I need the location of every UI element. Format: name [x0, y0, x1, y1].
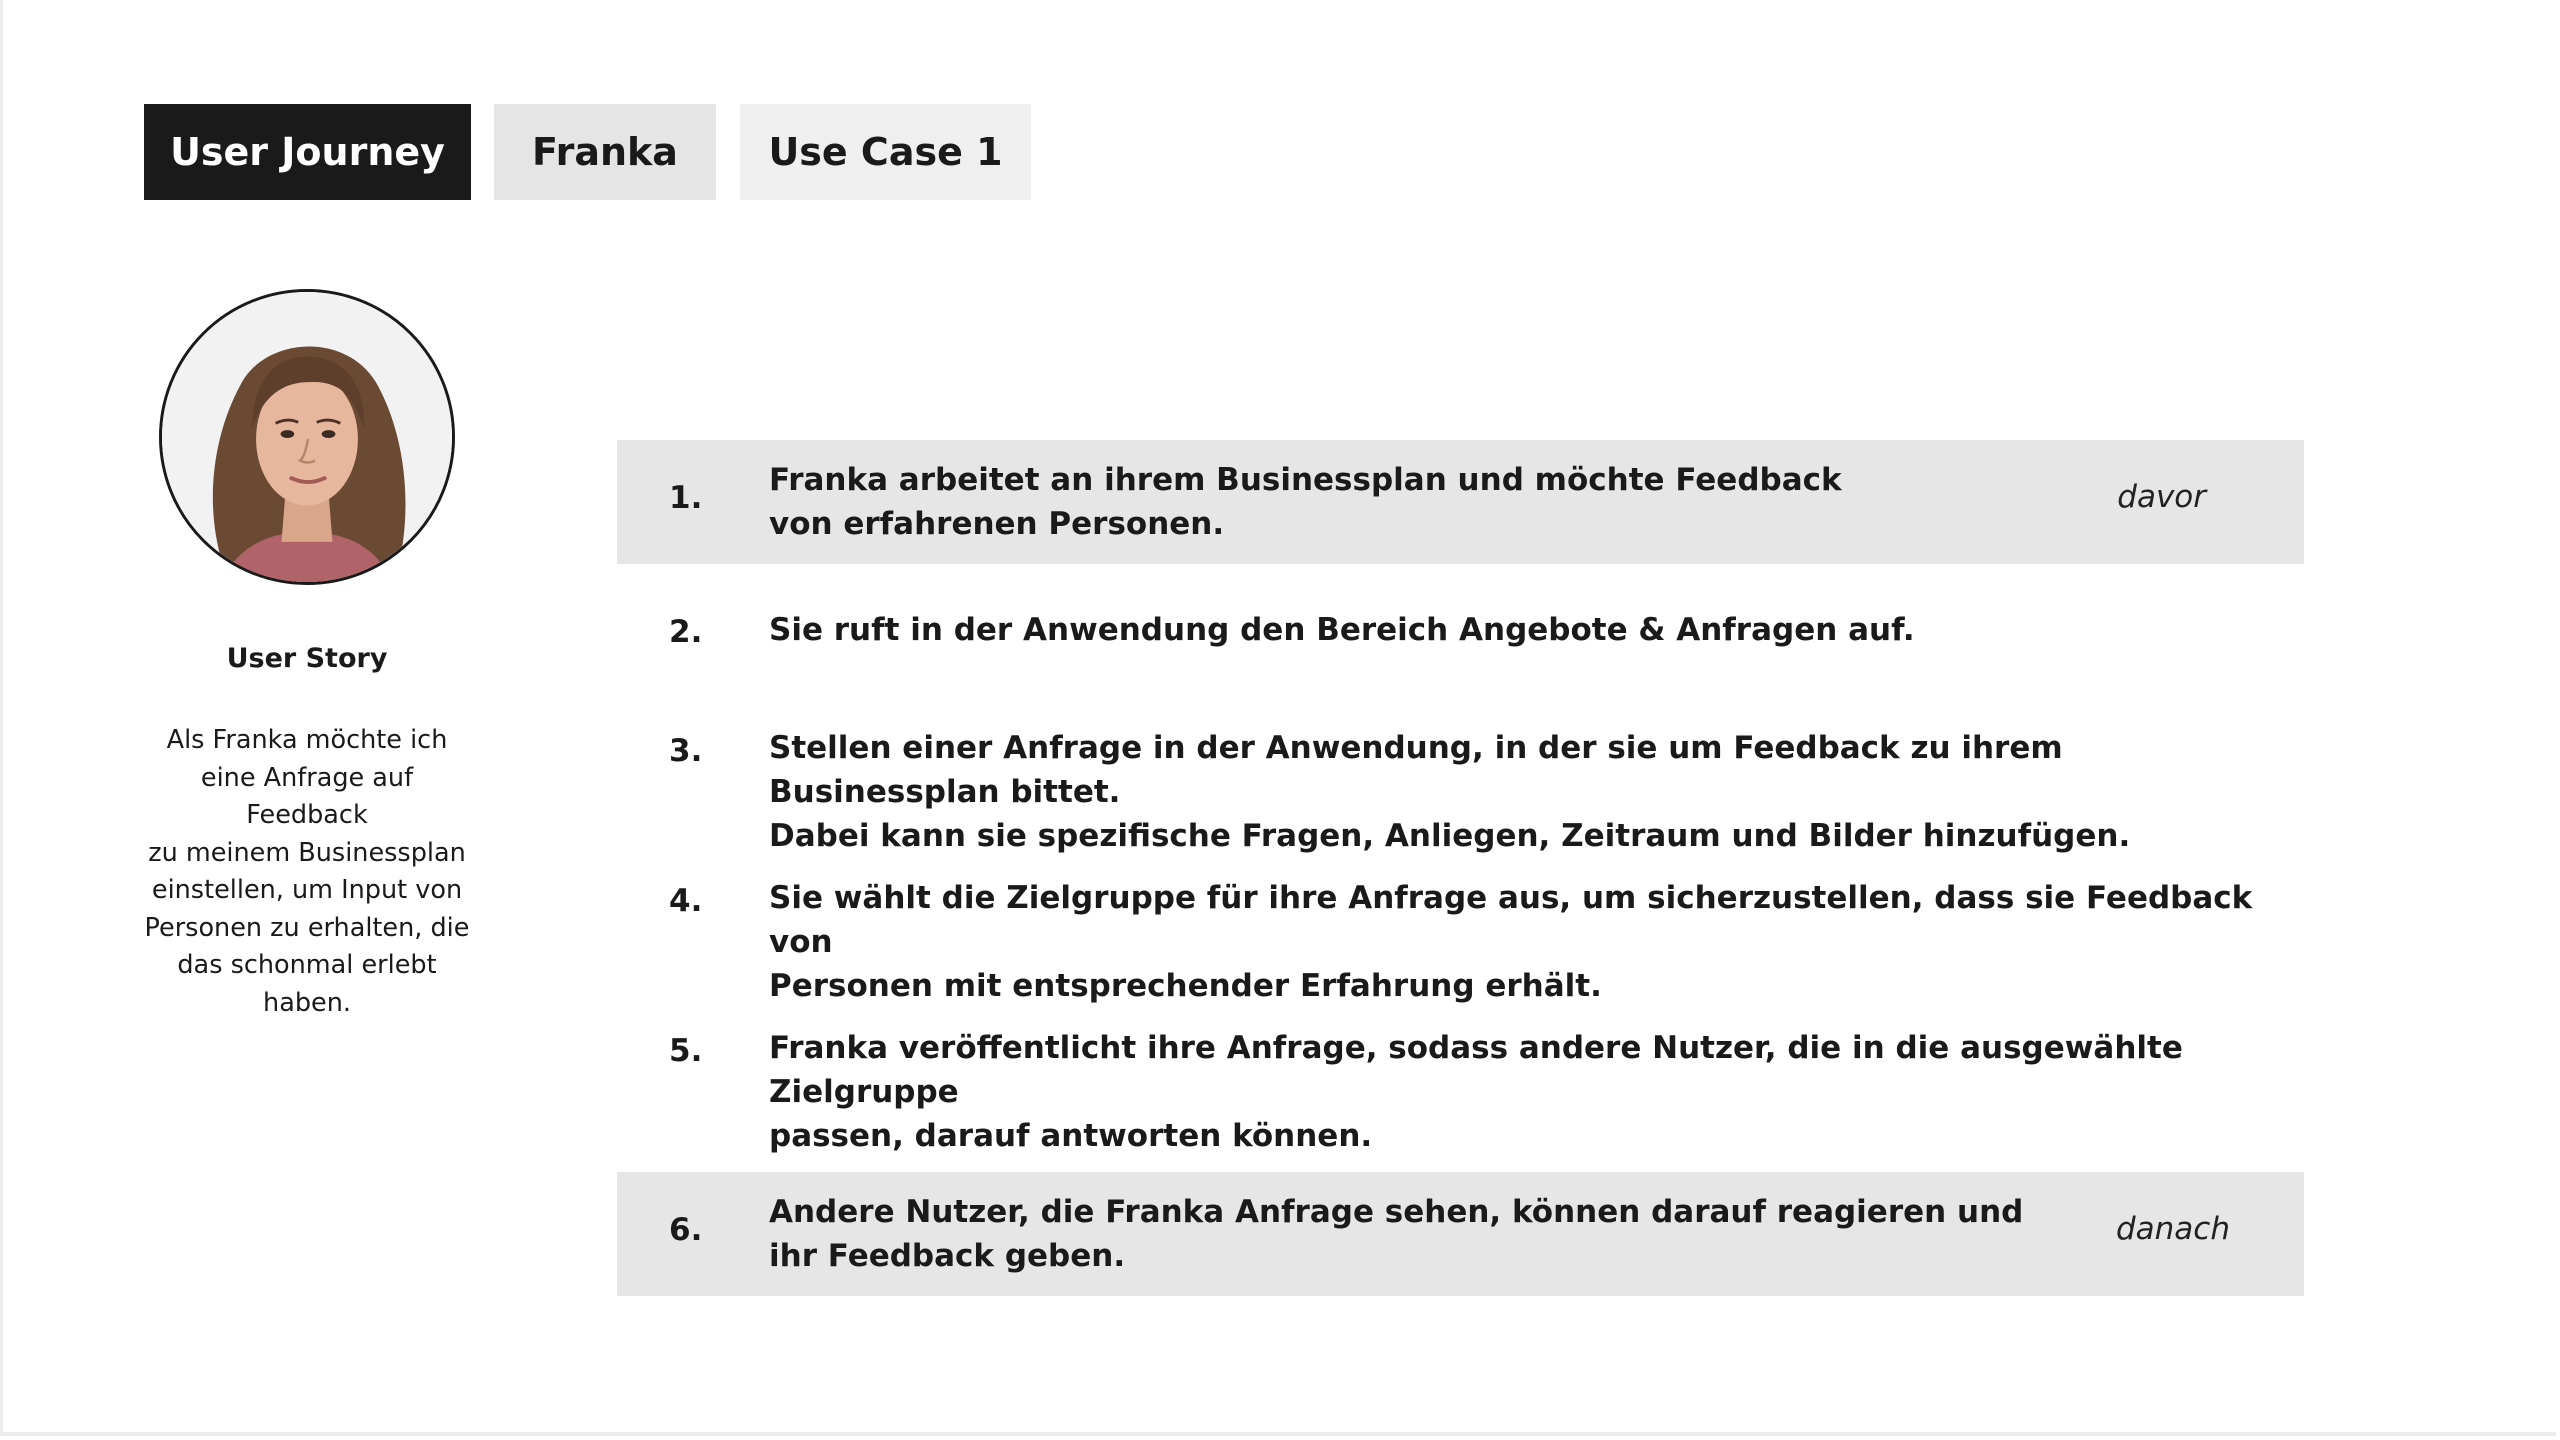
- step-number: 6.: [669, 1212, 703, 1248]
- tab-user-journey[interactable]: User Journey: [144, 104, 471, 200]
- step-phase-label: danach: [2115, 1211, 2230, 1247]
- step-number: 4.: [669, 883, 703, 919]
- step-line: Dabei kann sie spezifische Fragen, Anliegen, Zeitraum und Bilder hinzufügen.: [769, 818, 2131, 854]
- step-line: Sie wählt die Zielgruppe für ihre Anfrage aus, um sicherzustellen, dass sie Feedback von: [769, 880, 2253, 960]
- user-story-line: zu meinem Businessplan: [148, 837, 466, 868]
- persona-portrait-icon: [162, 292, 452, 582]
- step-description: [769, 1190, 2023, 1278]
- step-number: 2.: [669, 614, 703, 650]
- user-story-line: Als Franka möchte ich: [166, 725, 448, 755]
- user-story-line: das schonmal erlebt: [177, 950, 437, 980]
- user-story-line: Personen zu erhalten, die: [144, 912, 470, 943]
- user-story-line: eine Anfrage auf Feedback: [200, 762, 414, 830]
- step-number: 3.: [669, 733, 703, 769]
- journey-step-5: [617, 1026, 2304, 1154]
- step-line: Andere Nutzer, die Franka Anfrage sehen, können darauf reagieren und: [769, 1194, 2024, 1230]
- user-story-text: [137, 722, 477, 1022]
- tab-use-case-1[interactable]: Use Case 1: [740, 104, 1031, 200]
- avatar: [159, 289, 455, 585]
- step-line: Franka arbeitet an ihrem Businessplan und möchte Feedback: [769, 462, 1842, 498]
- step-description: [769, 876, 2304, 1008]
- step-line: von erfahrenen Personen.: [769, 506, 1225, 542]
- user-story-line: haben.: [263, 987, 351, 1018]
- journey-step-6: [617, 1172, 2304, 1296]
- step-phase-label: davor: [2117, 479, 2206, 515]
- step-description: [769, 458, 1842, 546]
- journey-step-3: [617, 726, 2304, 854]
- user-story-line: einstellen, um Input von: [151, 875, 463, 905]
- step-number: 1.: [669, 480, 703, 516]
- journey-step-1: [617, 440, 2304, 564]
- step-line: Stellen einer Anfrage in der Anwendung, in der sie um Feedback zu ihrem Businessplan bittet.: [769, 730, 2063, 810]
- user-story-title: User Story: [226, 643, 388, 674]
- step-description: [769, 608, 1915, 652]
- step-description: [769, 726, 2304, 858]
- step-line: Sie ruft in der Anwendung den Bereich Angebote & Anfragen auf.: [769, 612, 1915, 648]
- journey-step-4: [617, 876, 2304, 1004]
- step-number: 5.: [669, 1033, 703, 1069]
- step-line: Personen mit entsprechender Erfahrung erhält.: [769, 968, 1602, 1004]
- tab-franka[interactable]: Franka: [494, 104, 716, 200]
- step-line: passen, darauf antworten können.: [769, 1118, 1373, 1154]
- step-line: Franka veröffentlicht ihre Anfrage, sodass andere Nutzer, die in die ausgewählte Zielgruppe: [769, 1030, 2183, 1110]
- step-line: ihr Feedback geben.: [769, 1238, 1126, 1274]
- journey-step-2: [617, 604, 2304, 664]
- step-description: [769, 1026, 2304, 1158]
